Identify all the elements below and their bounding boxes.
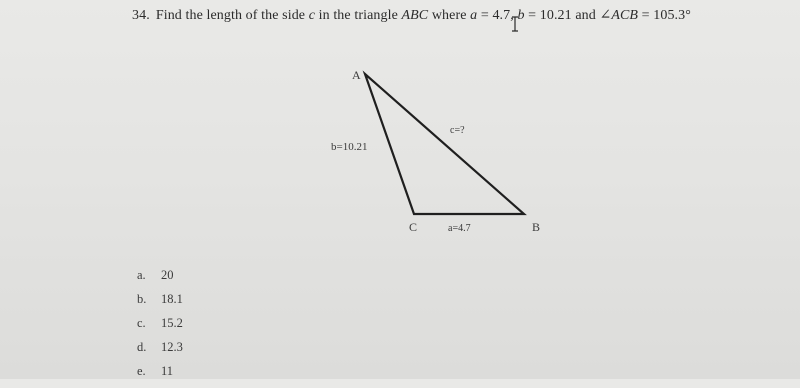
eq-a: = 4.7, — [477, 8, 518, 23]
var-acb: ACB — [611, 8, 639, 23]
choice-value: 15.2 — [161, 316, 183, 330]
side-label-b: b=10.21 — [331, 141, 368, 153]
side-label-a: a=4.7 — [448, 223, 471, 234]
question-mid: in the triangle — [315, 8, 402, 23]
var-c: c — [308, 8, 316, 23]
choice-letter: b. — [137, 292, 147, 306]
eq-angle: = 105.3° — [638, 8, 691, 23]
choice-letter: d. — [137, 340, 147, 354]
side-label-c: c=? — [450, 125, 465, 136]
var-b: b — [517, 8, 525, 23]
question-number: 34. — [132, 8, 150, 23]
vertex-label-c: C — [409, 220, 418, 234]
choice-value: 20 — [161, 268, 174, 282]
eq-b: = 10.21 and ∠ — [524, 8, 612, 23]
choice-value: 12.3 — [161, 340, 183, 354]
var-a: a — [470, 8, 478, 23]
triangle-abc — [365, 74, 524, 214]
choice-letter: c. — [137, 316, 146, 330]
choice-letter: a. — [137, 268, 146, 282]
question-prefix: Find the length of the side — [155, 8, 309, 23]
vertex-label-b: B — [532, 220, 541, 234]
vertex-label-a: A — [352, 68, 361, 82]
question-where: where — [428, 8, 471, 23]
var-abc: ABC — [401, 8, 429, 23]
choice-value: 11 — [161, 364, 174, 378]
choice-letter: e. — [137, 364, 146, 378]
choice-value: 18.1 — [161, 292, 183, 306]
